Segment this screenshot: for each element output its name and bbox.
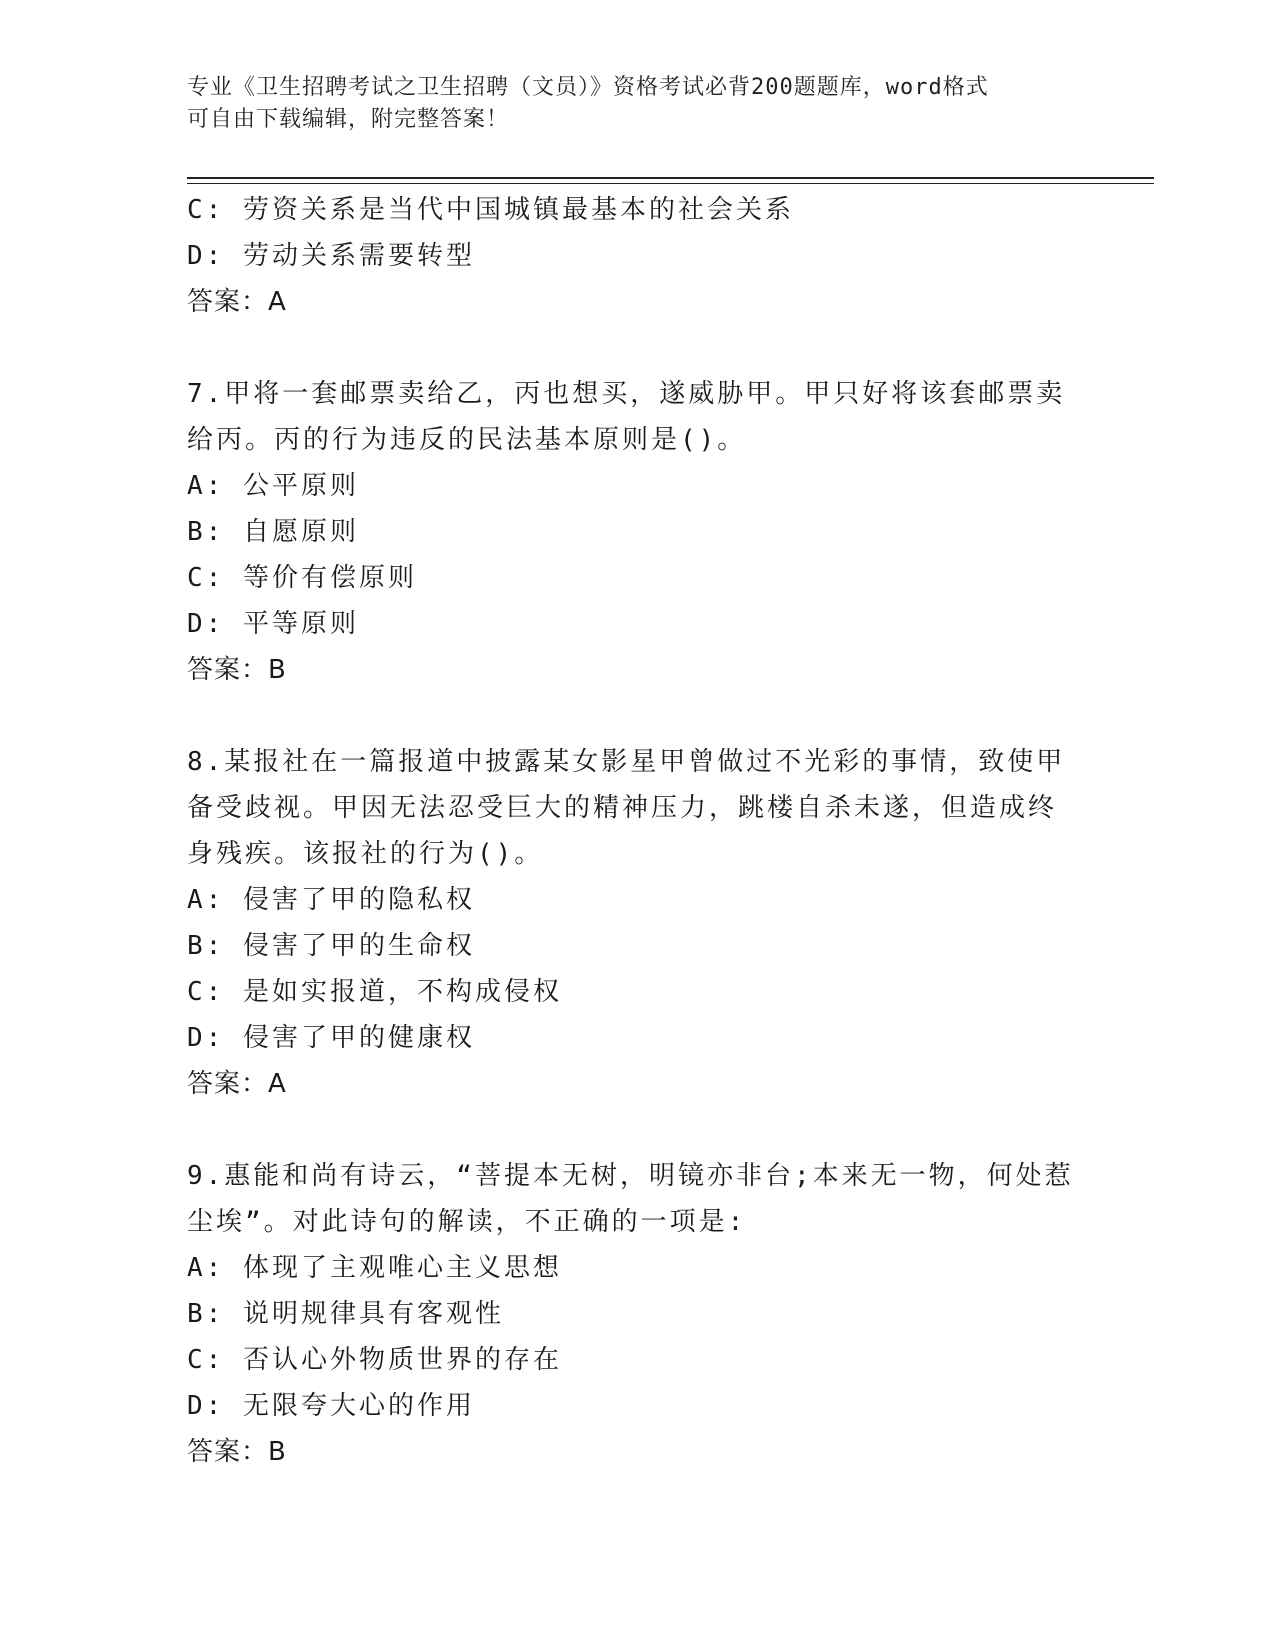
option-c: C: 否认心外物质世界的存在 <box>187 1345 562 1375</box>
option-c: C: 是如实报道，不构成侵权 <box>187 977 562 1007</box>
option-b: B: 自愿原则 <box>187 517 359 547</box>
option-d: D: 侵害了甲的健康权 <box>187 1023 475 1053</box>
answer-line: 答案：A <box>187 1069 287 1099</box>
question-stem-line: 8.某报社在一篇报道中披露某女影星甲曾做过不光彩的事情，致使甲 <box>187 747 1066 777</box>
question-list <box>187 187 1087 1475</box>
answer-line: 答案：B <box>187 1437 287 1467</box>
question-stem-line: 9.惠能和尚有诗云，“菩提本无树，明镜亦非台;本来无一物，何处惹 <box>187 1161 1074 1191</box>
question-8 <box>187 739 1087 1107</box>
question-spacer <box>187 325 1087 371</box>
question-spacer <box>187 1107 1087 1153</box>
option-a: A: 体现了主观唯心主义思想 <box>187 1253 562 1283</box>
question-spacer <box>187 693 1087 739</box>
option-b: B: 侵害了甲的生命权 <box>187 931 475 961</box>
option-c: C: 等价有偿原则 <box>187 563 417 593</box>
option-b: B: 说明规律具有客观性 <box>187 1299 504 1329</box>
option-a: A: 侵害了甲的隐私权 <box>187 885 475 915</box>
option-a: A: 公平原则 <box>187 471 359 501</box>
answer-line: 答案：B <box>187 655 287 685</box>
question-stem-line: 备受歧视。甲因无法忍受巨大的精神压力，跳楼自杀未遂，但造成终 <box>187 793 1058 823</box>
question-stem-line: 给丙。丙的行为违反的民法基本原则是()。 <box>187 425 747 455</box>
question-stem-line: 身残疾。该报社的行为()。 <box>187 839 544 869</box>
option-d: D: 无限夸大心的作用 <box>187 1391 475 1421</box>
option-c: C: 劳资关系是当代中国城镇最基本的社会关系 <box>187 195 794 225</box>
question-9 <box>187 1153 1087 1475</box>
question-stem-line: 尘埃”。对此诗句的解读，不正确的一项是: <box>187 1207 747 1237</box>
header-title-line-2: 可自由下载编辑，附完整答案！ <box>187 107 510 132</box>
header-rule-thick <box>187 177 1154 179</box>
header-title-line-1: 专业《卫生招聘考试之卫生招聘（文员）》资格考试必背200题题库，word格式 <box>187 75 989 100</box>
question-7 <box>187 371 1087 693</box>
option-d: D: 平等原则 <box>187 609 359 639</box>
option-d: D: 劳动关系需要转型 <box>187 241 475 271</box>
answer-line: 答案：A <box>187 287 287 317</box>
document-header <box>187 72 1087 136</box>
header-rule-thin <box>187 183 1154 184</box>
question-stem-line: 7.甲将一套邮票卖给乙，丙也想买，遂威胁甲。甲只好将该套邮票卖 <box>187 379 1066 409</box>
previous-question-tail <box>187 187 1087 325</box>
